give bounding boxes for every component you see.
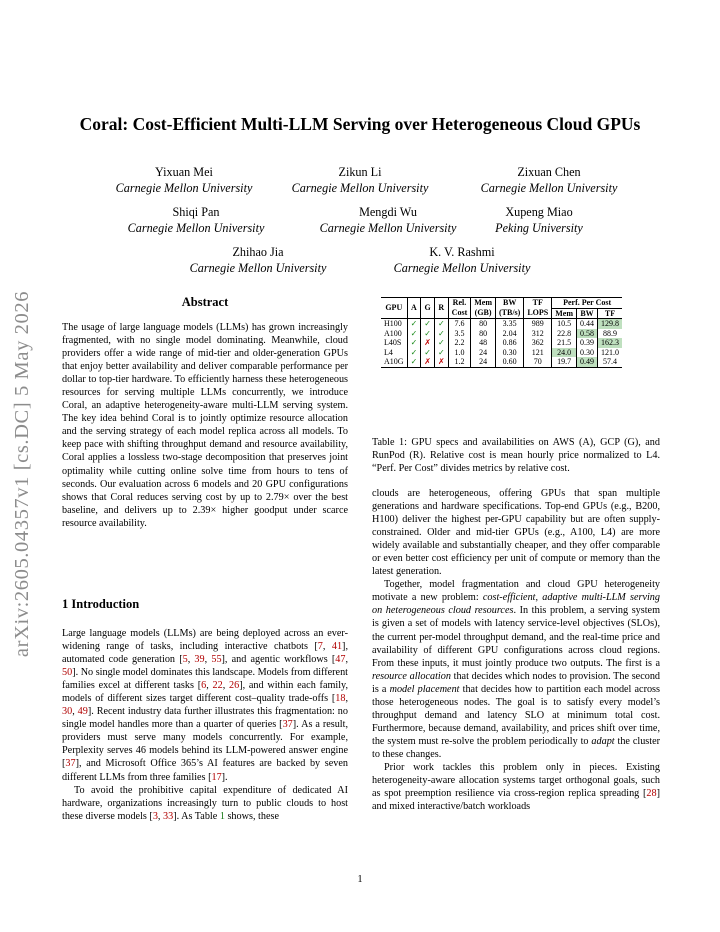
table-cell-g: ✗ bbox=[421, 338, 435, 348]
table-cell-pbw: 0.44 bbox=[577, 319, 598, 329]
table-cell-rel: 3.5 bbox=[448, 329, 471, 339]
author-name: K. V. Rashmi bbox=[429, 245, 495, 259]
citation-link[interactable]: 6 bbox=[201, 680, 207, 692]
author-6 bbox=[439, 204, 639, 236]
abstract-heading: Abstract bbox=[181, 295, 229, 309]
table-cell-pmem: 21.5 bbox=[552, 338, 577, 348]
emphasis-term: resource allocation bbox=[372, 670, 451, 682]
author-name: Zhihao Jia bbox=[232, 245, 284, 259]
text-run: ], and within each family, models of different sizes target different cost–quality trade-offs [ bbox=[62, 680, 349, 705]
text-run: , bbox=[222, 680, 229, 692]
text-run: , bbox=[206, 680, 213, 692]
th-ptf: TF bbox=[598, 308, 623, 319]
table-cell-gpu: H100 bbox=[381, 319, 407, 329]
table-cell-gpu: A100 bbox=[384, 328, 402, 338]
table-cell-a: ✓ bbox=[407, 357, 421, 367]
author-name: Zixuan Chen bbox=[517, 165, 581, 179]
paper-title: Coral: Cost-Efficient Multi-LLM Serving over Heterogeneous Cloud GPUs bbox=[79, 114, 641, 134]
author-1 bbox=[84, 164, 284, 196]
table-row bbox=[381, 329, 622, 339]
author-affiliation: Peking University bbox=[495, 221, 583, 235]
citation-link[interactable]: 30 bbox=[62, 706, 73, 718]
intro-body bbox=[62, 627, 348, 823]
table-cell-tf: 70 bbox=[524, 357, 552, 367]
table-cell-bw: 0.30 bbox=[496, 348, 524, 358]
th-lops: LOPS bbox=[524, 308, 552, 319]
th-gcp: G bbox=[421, 298, 435, 319]
table-row bbox=[381, 338, 622, 348]
author-affiliation: Carnegie Mellon University bbox=[480, 181, 618, 195]
citation-link[interactable]: 50 bbox=[62, 667, 73, 679]
citation-link[interactable]: 39 bbox=[194, 654, 205, 666]
table-cell-pmem: 22.8 bbox=[552, 329, 577, 339]
text-run: , bbox=[187, 654, 195, 666]
table-cell-bw: 2.04 bbox=[496, 329, 524, 339]
table-cell-pbw: 0.39 bbox=[577, 338, 598, 348]
text-run: shows, these bbox=[224, 810, 279, 822]
table-caption: Table 1: GPU specs and availabilities on AWS (A), GCP (G), and RunPod (R). Relative cost is mean hourly price normalized to L4. “Perf. Per Cost” divides metrics by relative cost. bbox=[372, 437, 660, 475]
text-run: , bbox=[322, 641, 332, 653]
table-cell-tf: 312 bbox=[524, 329, 552, 339]
table-cell-ptf: 129.8 bbox=[598, 319, 623, 329]
author-4 bbox=[96, 204, 296, 236]
table-cell-mem: 24 bbox=[471, 348, 496, 358]
author-affiliation: Carnegie Mellon University bbox=[291, 181, 429, 195]
author-name: Zikun Li bbox=[338, 165, 382, 179]
text-run: . In this problem, a serving system is given a set of models with latency service-level objectives (SLOs), the current per-model throughput demand, and the real-time price and availability of different GPU configurations across cloud regions. From these inputs, it must jointly produce two outputs. The first is a bbox=[372, 605, 660, 669]
page-number: 1 bbox=[357, 874, 363, 885]
citation-link[interactable]: 18 bbox=[335, 693, 346, 705]
table-cell-g: ✗ bbox=[421, 357, 435, 367]
th-gpu: GPU bbox=[381, 298, 407, 319]
text-run: To avoid the prohibitive capital expenditure of dedicated AI hardware, organizations increasingly turn to public clouds to host these diverse models [ bbox=[62, 784, 348, 822]
table-cell-mem: 24 bbox=[471, 357, 496, 367]
table-cell-r: ✓ bbox=[434, 348, 448, 358]
th-mem: Mem bbox=[471, 298, 496, 309]
author-name: Mengdi Wu bbox=[359, 205, 417, 219]
author-7 bbox=[158, 244, 358, 276]
emphasis-term: model placement bbox=[389, 683, 460, 695]
table-cell-pbw: 0.49 bbox=[577, 357, 598, 367]
author-affiliation: Carnegie Mellon University bbox=[189, 261, 327, 275]
table-cell-ptf: 162.3 bbox=[598, 338, 623, 348]
section-heading-introduction: 1 Introduction bbox=[62, 597, 140, 611]
right-paragraph-2 bbox=[372, 578, 660, 761]
author-name: Xupeng Miao bbox=[505, 205, 573, 219]
table-cell-tf: 989 bbox=[524, 319, 552, 329]
table-cell-mem: 48 bbox=[471, 338, 496, 348]
table-cell-ptf: 121.0 bbox=[598, 348, 623, 358]
citation-link[interactable]: 28 bbox=[646, 788, 657, 800]
author-affiliation: Carnegie Mellon University bbox=[393, 261, 531, 275]
table-cell-tf: 121 bbox=[524, 348, 552, 358]
emphasis-term: adapt bbox=[591, 735, 615, 747]
author-affiliation: Carnegie Mellon University bbox=[127, 221, 265, 235]
table-cell-pmem: 24.0 bbox=[552, 348, 577, 358]
text-run: ]. As Table bbox=[173, 810, 220, 822]
table-cell-gpu: L40S bbox=[384, 338, 402, 347]
citation-link[interactable]: 33 bbox=[163, 810, 174, 822]
author-affiliation: Carnegie Mellon University bbox=[115, 181, 253, 195]
table-cell-g: ✓ bbox=[421, 319, 435, 329]
arxiv-stamp: arXiv:2605.04357v1 [cs.DC] 5 May 2026 bbox=[11, 290, 33, 658]
gpu-table bbox=[381, 297, 622, 368]
th-tf: TF bbox=[524, 298, 552, 309]
author-name: Yixuan Mei bbox=[155, 165, 213, 179]
text-run: ], and Microsoft Office 365’s AI features are backed by seven different LLMs from three families [ bbox=[62, 758, 348, 783]
author-name: Shiqi Pan bbox=[172, 205, 220, 219]
author-8 bbox=[362, 244, 562, 276]
table-cell-a: ✓ bbox=[407, 348, 421, 358]
citation-link[interactable]: 22 bbox=[212, 680, 223, 692]
table-cell-a: ✓ bbox=[407, 319, 421, 329]
table-cell-gpu: L4 bbox=[384, 347, 393, 357]
right-paragraph-3 bbox=[372, 761, 660, 813]
table-cell-bw: 3.35 bbox=[496, 319, 524, 329]
citation-link[interactable]: 47 bbox=[335, 654, 346, 666]
table-cell-mem: 80 bbox=[471, 319, 496, 329]
author-2 bbox=[260, 164, 460, 196]
abstract-text: The usage of large language models (LLMs) has grown increasingly fragmented, with no single model dominating. Meanwhile, cloud providers offer a wide range of mid-tier and older-generation GPUs that enjoy better availability and deliver comparable performance per dollar to top-tier hardware. To efficiently harness these heterogeneous resources for serving multiple LLMs concurrently, we introduce Coral, an adaptive heterogeneity-aware multi-LLM serving system. The key idea behind Coral is to jointly optimize resource allocation and the serving strategy of each model replica across all models. To keep pace with shifting throughput demand and resource availability, Coral applies a lossless two-stage decomposition that preserves joint optimality while cutting online solve time from hours to tens of seconds. Our evaluation across 6 models and 20 GPU configurations shows that Coral reduces serving cost by up to 2.79× over the best baseline, and delivers up to 2.39× higher goodput under scarce resource availability. bbox=[62, 322, 348, 529]
th-gb: (GB) bbox=[471, 308, 496, 319]
th-rel: Rel. bbox=[448, 298, 471, 309]
th-pmem: Mem bbox=[552, 308, 577, 319]
th-perf-per-cost: Perf. Per Cost bbox=[552, 298, 622, 309]
citation-link[interactable]: 1 bbox=[219, 810, 225, 822]
table-cell-rel: 1.2 bbox=[448, 357, 471, 367]
text-run: ]. No single model dominates this landscape. Models from different families excel at different tasks [ bbox=[62, 667, 348, 692]
citation-link[interactable]: 26 bbox=[229, 680, 240, 692]
author-3 bbox=[449, 164, 649, 196]
table-row bbox=[381, 319, 622, 329]
text-run: , bbox=[345, 654, 349, 666]
citation-link[interactable]: 3 bbox=[152, 810, 158, 822]
intro-paragraph-2 bbox=[62, 784, 348, 823]
table-cell-pmem: 19.7 bbox=[552, 357, 577, 367]
emphasis-term: cost-efficient, adaptive multi-LLM serving on heterogeneous cloud resources bbox=[372, 592, 660, 617]
table-cell-pbw: 0.58 bbox=[577, 329, 598, 339]
table-cell-g: ✓ bbox=[421, 348, 435, 358]
text-run: ], and agentic workflows [ bbox=[221, 654, 336, 666]
table-row bbox=[381, 357, 622, 367]
th-pbw: BW bbox=[577, 308, 598, 319]
table-cell-g: ✓ bbox=[421, 329, 435, 339]
text-run: the cluster to these changes. bbox=[372, 735, 660, 760]
th-runpod: R bbox=[434, 298, 448, 319]
right-column-body bbox=[372, 487, 660, 813]
table-cell-pbw: 0.30 bbox=[577, 348, 598, 358]
table-cell-bw: 0.86 bbox=[496, 338, 524, 348]
citation-link[interactable]: 49 bbox=[77, 706, 88, 718]
table-cell-bw: 0.60 bbox=[496, 357, 524, 367]
text-run: ]. As a result, providers must serve many models concurrently. For example, Perplexity serves 46 models behind its LLM-powered answer engine [ bbox=[62, 719, 349, 770]
citation-link[interactable]: 37 bbox=[65, 758, 76, 770]
table-cell-tf: 362 bbox=[524, 338, 552, 348]
table-row bbox=[381, 348, 622, 358]
th-bw: BW bbox=[496, 298, 524, 309]
th-cost: Cost bbox=[448, 308, 471, 319]
abstract-body bbox=[62, 321, 348, 530]
text-run: ] and mixed interactive/batch workloads bbox=[372, 788, 660, 813]
table-cell-r: ✓ bbox=[434, 329, 448, 339]
table-cell-ptf: 57.4 bbox=[598, 357, 623, 367]
table-cell-a: ✓ bbox=[407, 338, 421, 348]
table-cell-mem: 80 bbox=[471, 329, 496, 339]
citation-link[interactable]: 5 bbox=[182, 654, 188, 666]
text-run: Together, model fragmentation and cloud GPU heterogeneity motivate a new problem: bbox=[372, 579, 660, 604]
th-tbs: (TB/s) bbox=[496, 308, 524, 319]
text-run: Prior work tackles this problem only in pieces. Existing heterogeneity-aware allocation systems target orthogonal goals, such as spot preemption resilience via cross-region replica spreading [ bbox=[372, 761, 660, 800]
citation-link[interactable]: 7 bbox=[317, 641, 323, 653]
text-run: , bbox=[204, 654, 212, 666]
th-aws: A bbox=[407, 298, 421, 319]
table-cell-r: ✓ bbox=[434, 319, 448, 329]
table-cell-r: ✗ bbox=[434, 357, 448, 367]
citation-link[interactable]: 37 bbox=[282, 719, 293, 731]
table-cell-rel: 2.2 bbox=[448, 338, 471, 348]
table-cell-ptf: 88.9 bbox=[598, 329, 623, 339]
author-affiliation: Carnegie Mellon University bbox=[319, 221, 457, 235]
citation-link[interactable]: 17 bbox=[211, 771, 222, 783]
text-run: Large language models (LLMs) are being deployed across an ever-widening range of tasks, including interactive chatbots [ bbox=[62, 628, 348, 653]
citation-link[interactable]: 41 bbox=[331, 641, 343, 653]
citation-link[interactable]: 55 bbox=[211, 654, 222, 666]
right-paragraph-1: clouds are heterogeneous, offering GPUs that span multiple generations and hardware specifications. Top-end GPUs (e.g., B200, H100) deliver the highest per-GPU capability but are often supply-constrained. Older and mid-tier GPUs (e.g., A100, L4) are more widely available and substantially cheaper, and they offer comparable or even better cost efficiency per unit of compute or memory than the latest generation. bbox=[372, 488, 660, 578]
text-run: , bbox=[157, 810, 163, 822]
text-run: that decides which nodes to provision. The second is a bbox=[372, 670, 661, 695]
intro-paragraph-1 bbox=[62, 627, 348, 784]
table-cell-rel: 7.6 bbox=[448, 319, 471, 329]
table-cell-pmem: 10.5 bbox=[552, 319, 577, 329]
text-run: that decides how to partition each model across those heterogeneous nodes. The goal is to satisfy every model’s throughput demand and latency SLO at minimum total cost. Furthermore, because demand, availability, and prices shift over time, the system must re-solve the problem periodically to bbox=[372, 683, 660, 747]
table-cell-rel: 1.0 bbox=[448, 348, 471, 358]
text-run: ]. Recent industry data further illustrates this fragmentation: no single model handles more than a quarter of queries [ bbox=[62, 706, 348, 731]
table-cell-r: ✓ bbox=[434, 338, 448, 348]
text-run: ]. bbox=[221, 771, 228, 783]
text-run: ], automated code generation [ bbox=[62, 641, 348, 666]
text-run: , bbox=[345, 693, 348, 705]
text-run: , bbox=[72, 706, 78, 718]
table-cell-gpu: A10G bbox=[381, 357, 407, 367]
table-cell-a: ✓ bbox=[407, 329, 421, 339]
